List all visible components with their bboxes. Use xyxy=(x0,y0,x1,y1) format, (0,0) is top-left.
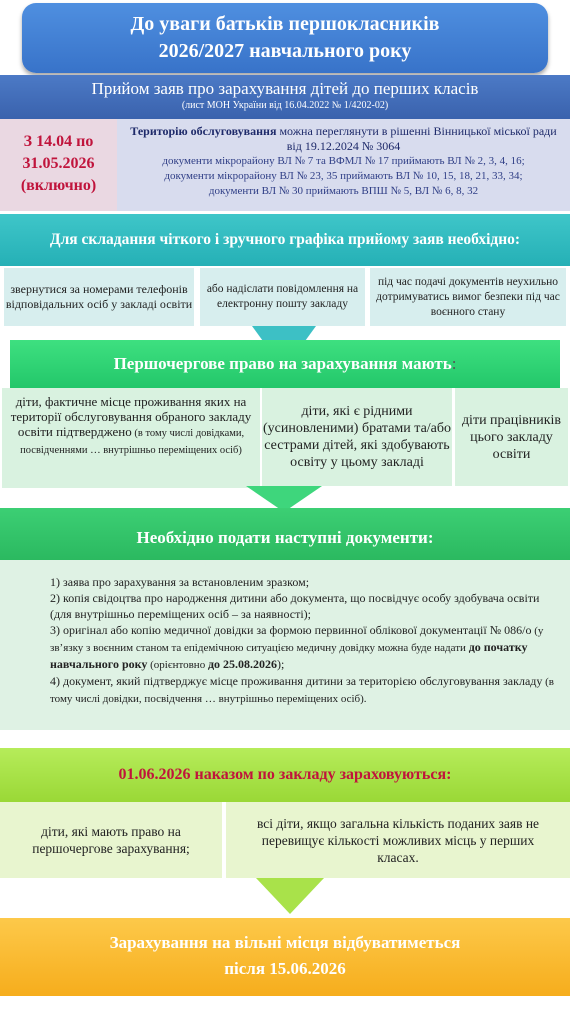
schedule-heading: Для складання чіткого і зручного графіка прийому заяв необхідно: xyxy=(49,231,521,248)
page-title xyxy=(22,3,548,73)
schedule-item-phone xyxy=(4,268,194,326)
title-line1: До уваги батьків першокласників xyxy=(130,13,440,35)
document-medical-deadline: до початку навчального року xyxy=(50,640,528,671)
intake-heading: Прийом заяв про зарахування дітей до перших класів xyxy=(91,79,479,98)
document-medical-end: ); xyxy=(277,657,285,671)
document-item-residence xyxy=(50,673,556,707)
order-header xyxy=(0,748,570,802)
document-item-application: 1) заява про зарахування за встановленим зразком; xyxy=(50,575,310,589)
schedule-item-email-text: або надіслати повідомлення на електронну пошту закладу xyxy=(206,283,359,310)
schedule-item-safety-text: під час подачі документів неухильно дотримуватись вимог безпеки під час воєнного стану xyxy=(376,275,560,318)
schedule-header xyxy=(0,214,570,266)
territory-line2: документи мікрорайону ВЛ № 7 та ВФМЛ № 17 приймають ВЛ № 2, 3, 4, 16; xyxy=(162,155,525,167)
date-line3: (включно) xyxy=(20,177,97,194)
document-item-medical xyxy=(50,622,556,673)
document-medical-date: до 25.08.2026 xyxy=(207,657,278,671)
documents-header xyxy=(0,508,570,560)
document-medical-main: 3) оригінал або копію медичної довідки за формою первинної облікової документації № 086/о xyxy=(50,623,532,637)
territory-line3: документи мікрорайону ВЛ № 23, 35 приймають ВЛ № 10, 15, 18, 21, 33, 34; xyxy=(164,170,523,182)
date-line2: 31.05.2026 xyxy=(22,155,95,172)
documents-list xyxy=(0,560,570,730)
priority-item-residence-note: (в тому числі довідками, посвідченнями … внутрішньо переміщених осіб) xyxy=(20,428,245,456)
arrow-down-icon xyxy=(256,878,324,914)
schedule-item-phone-text: звернутися за номерами телефонів відповідальних осіб у закладі освіти xyxy=(5,282,193,311)
priority-item-siblings-text: діти, які є рідними (усиновленими) братами та/або сестрами дітей, які здобувають освіту у цьому закладі xyxy=(262,404,452,470)
document-residence-main: 4) документ, який підтверджує місце проживання дитини за територією обслуговування закладу xyxy=(50,674,543,688)
priority-item-residence xyxy=(2,388,260,488)
title-line2: 2026/2027 навчального року xyxy=(158,40,412,62)
order-heading: 01.06.2026 наказом по закладу зараховуються: xyxy=(118,766,452,783)
document-medical-approx: (орієнтовно xyxy=(147,659,208,671)
document-item-birth-certificate: 2) копія свідоцтва про народження дитини або документа, що посвідчує особу здобувача освіти (для внутрішньо переміщених осіб – за наявності); xyxy=(50,591,540,621)
order-priority-children xyxy=(0,802,222,878)
priority-item-staff-text: діти працівників цього закладу освіти xyxy=(461,412,562,462)
priority-colon: : xyxy=(451,354,457,373)
priority-item-staff xyxy=(455,388,568,486)
priority-item-residence-text: діти, фактичне місце проживання яких на території обслуговування обраного закладу освіти підтверджено xyxy=(10,394,252,439)
territory-line4: документи ВЛ № 30 приймають ВПШ № 5, ВЛ № 6, 8, 32 xyxy=(208,185,479,197)
vacant-line2: після 15.06.2026 xyxy=(224,959,346,978)
order-priority-children-text: діти, які мають право на першочергове зарахування; xyxy=(32,824,190,856)
priority-item-siblings xyxy=(262,388,452,486)
document-residence-note: (в тому числі довідки, посвідчення … внутрішньо переміщених осіб). xyxy=(50,676,554,705)
intake-dates xyxy=(0,119,117,211)
intake-header xyxy=(0,75,570,119)
document-medical-note: (у зв’язку з воєнним станом та епідемічною ситуацією медичну довідку можна буде надати xyxy=(50,625,544,654)
intake-source: (лист МОН України від 16.04.2022 № 1/4202-02) xyxy=(181,100,389,111)
territory-rest: можна переглянути в рішенні Вінницької міської ради від 19.12.2024 № 3064 xyxy=(276,124,557,153)
schedule-item-safety xyxy=(370,268,566,326)
order-all-children xyxy=(226,802,570,878)
vacant-line1: Зарахування на вільні місця відбуватиметься xyxy=(109,933,461,952)
date-line1: З 14.04 по xyxy=(23,133,94,150)
vacant-places-banner xyxy=(0,918,570,996)
priority-header xyxy=(10,340,560,388)
documents-heading: Необхідно подати наступні документи: xyxy=(136,528,434,547)
schedule-item-email xyxy=(200,268,365,326)
order-all-children-text: всі діти, якщо загальна кількість поданих заяв не перевищує кількості можливих місць у перших класах. xyxy=(256,815,540,865)
territory-bold: Територію обслуговування xyxy=(130,124,277,138)
territory-info xyxy=(117,119,570,211)
priority-heading: Першочергове право на зарахування мають xyxy=(113,354,452,373)
